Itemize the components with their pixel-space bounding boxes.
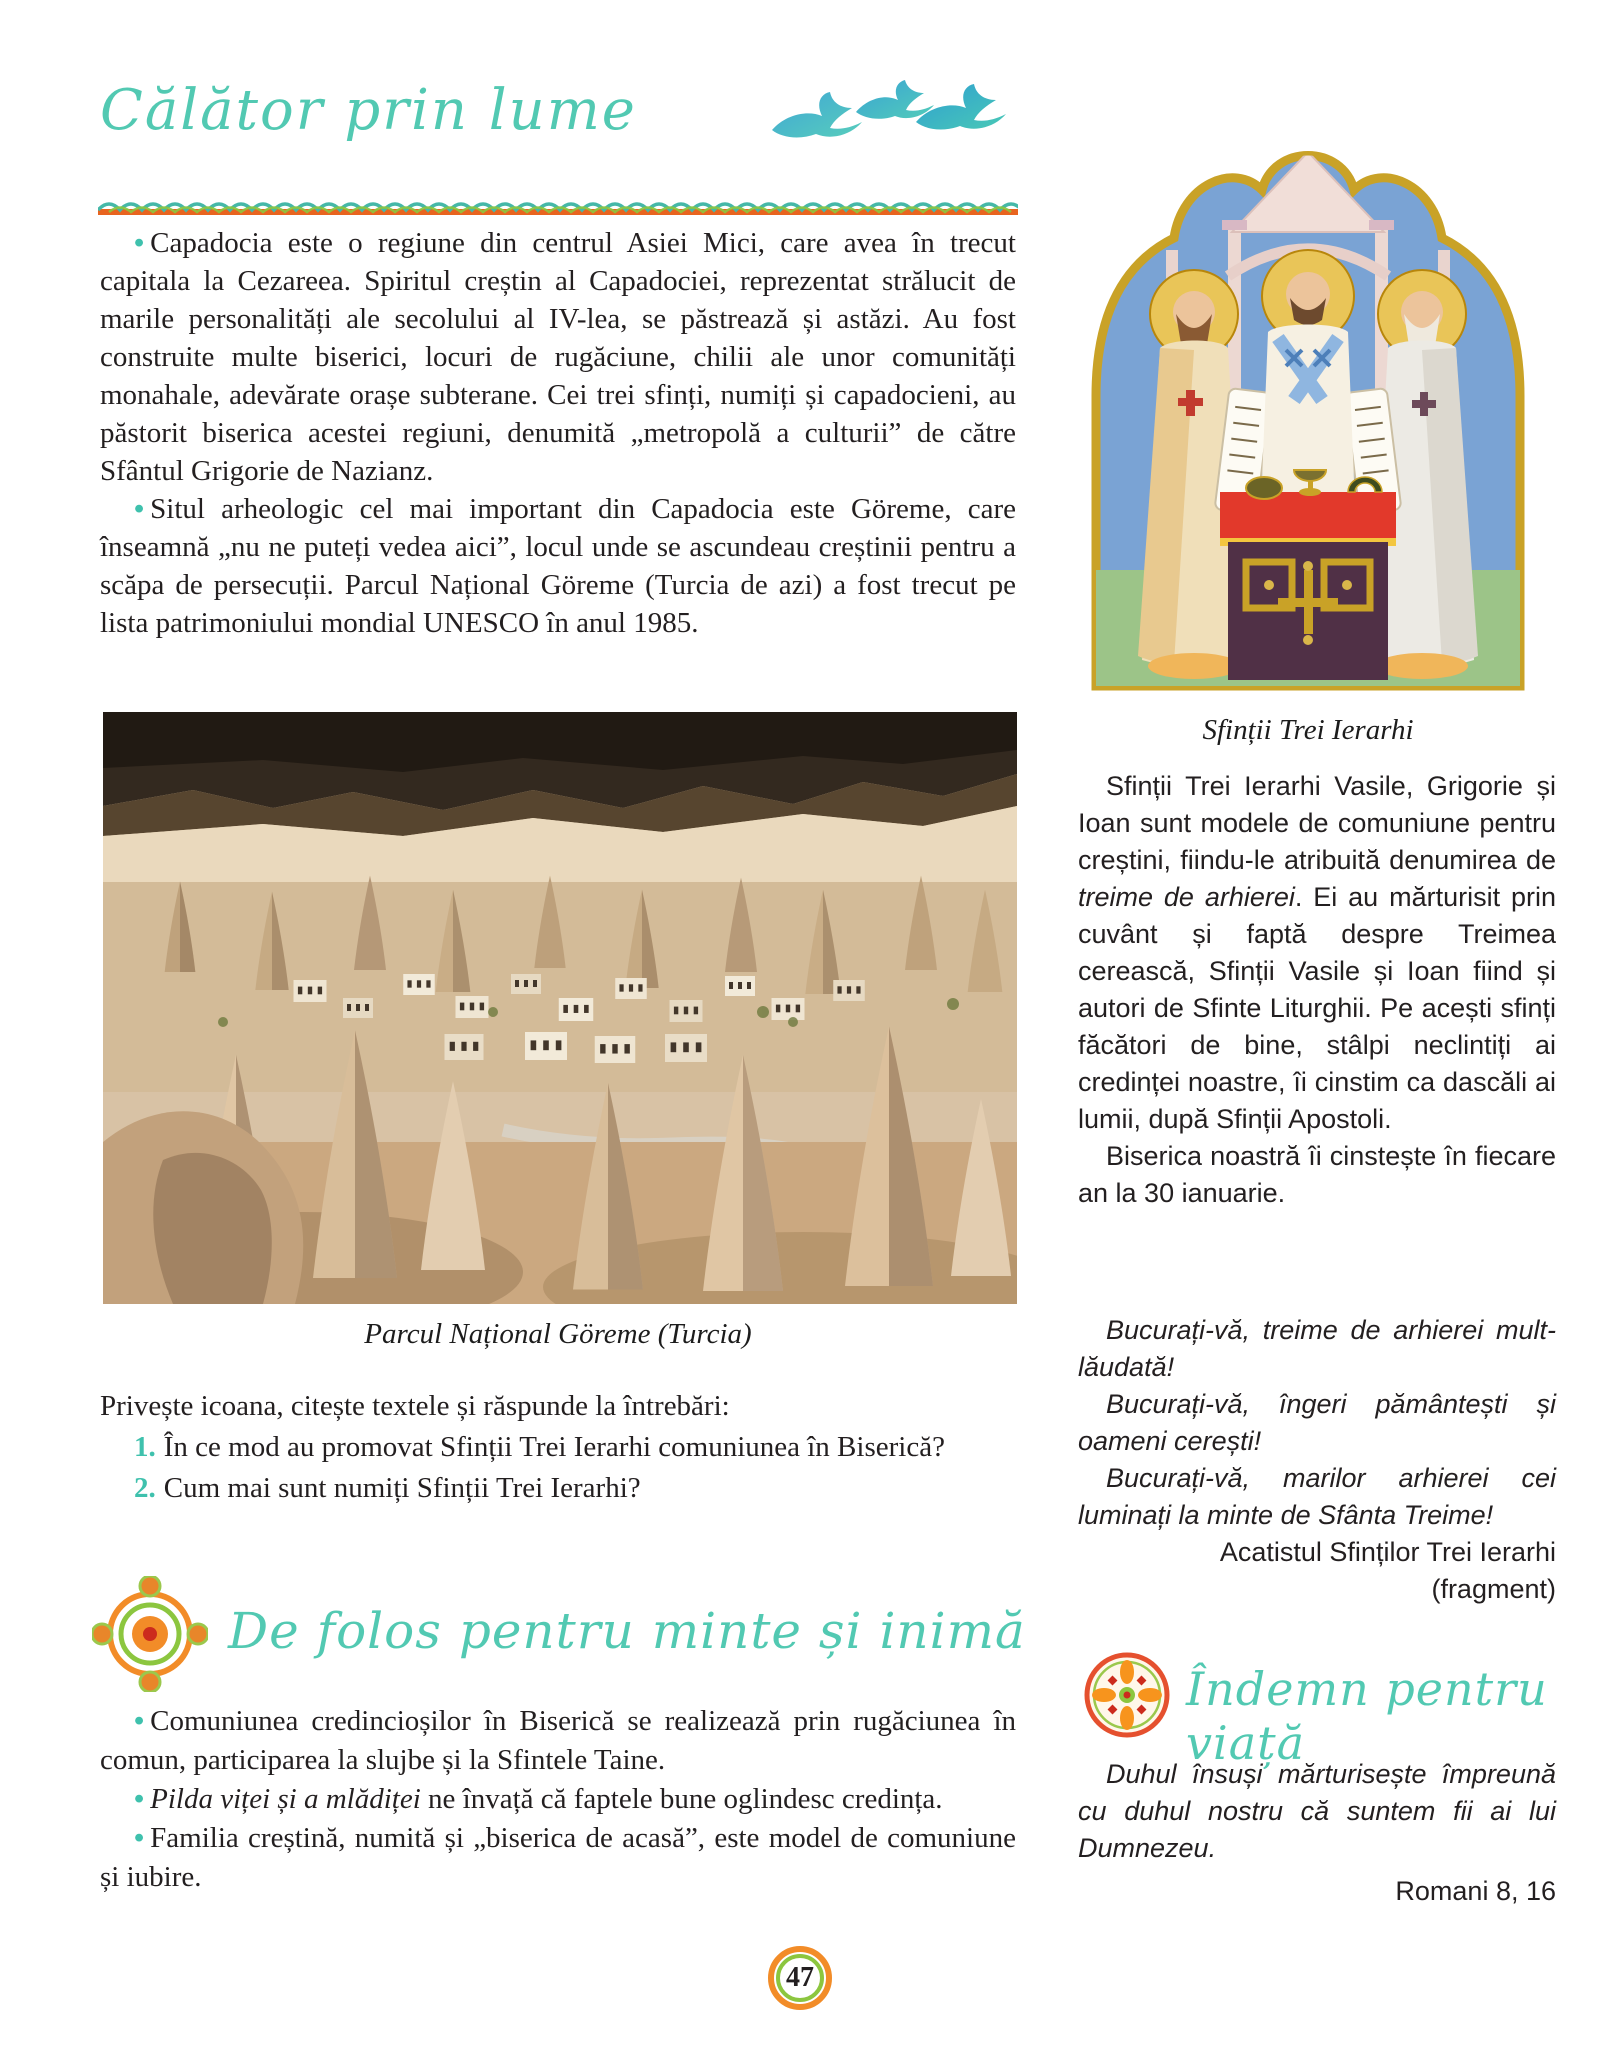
body-text: . Ei au mărturisit prin cuvânt și faptă despre Treimea cerească, Sfinții Vasile și Ioan fiind și autori de Sfinte Liturghii. Pe acești sfinți făcători de bine, stâlpi neclintiți ai credinței noastre, îi cinstim ca dascăli ai lumii, după Sfinții Apostoli. — [1078, 882, 1557, 1134]
body-paragraph-2 — [1078, 1138, 1556, 1212]
three-hierarchs-icon — [1082, 100, 1534, 700]
summary-bullets-block — [100, 1702, 1016, 1897]
paragraph-text: Situl arheologic cel mai important din Capadocia este Göreme, care înseamnă „nu ne puteți vedea aici”, locul unde se ascundeau creștinii pentru a scăpa de persecuții. Parcul Național Göreme (Turcia de azi) a fost trecut pe lista patrimoniului mondial UNESCO în anul 1985. — [100, 493, 1016, 639]
bullet-icon: • — [134, 1705, 145, 1737]
section-title-indemn: Îndemn pentru viață — [1186, 1662, 1548, 1770]
quote-source: Romani 8, 16 — [1395, 1876, 1556, 1906]
page-number: 47 — [786, 1962, 814, 1993]
acatist-text: Bucurați-vă, treime de arhierei mult-lăudată! — [1078, 1315, 1556, 1382]
bullet-item-2 — [100, 1780, 1016, 1819]
bullet-text: Familia creștină, numită și „biserica de acasă”, este model de comuniune și iubire. — [100, 1822, 1016, 1893]
acatist-text: Bucurați-vă, îngeri pământești și oameni cerești! — [1078, 1389, 1556, 1456]
goreme-landscape-illustration — [103, 712, 1017, 1304]
photo-caption: Parcul Național Göreme (Turcia) — [364, 1318, 752, 1350]
bullet-icon: • — [134, 493, 145, 525]
right-column-text — [1078, 768, 1556, 1212]
section-title-de-folos: De folos pentru minte și inimă — [228, 1602, 1026, 1660]
bullet-text: Comuniunea credincioșilor în Biserică se realizează prin rugăciunea în comun, participarea la slujbe și la Sfintele Taine. — [100, 1705, 1016, 1776]
body-text: Sfinții Trei Ierarhi Vasile, Grigorie și Ioan sunt modele de comuniune pentru creștini, fiindu-le atribuită denumirea de — [1078, 771, 1556, 875]
bullet-text-italic: Pilda viței și a mlădiței — [150, 1783, 421, 1815]
page-number-badge — [768, 1946, 832, 2010]
bullet-icon: • — [134, 1822, 145, 1854]
question-text: În ce mod au promovat Sfinții Trei Ierarhi comuniunea în Biserică? — [163, 1431, 945, 1463]
acatist-source: Acatistul Sfinților Trei Ierarhi — [1219, 1537, 1556, 1567]
question-number: 2. — [134, 1472, 156, 1504]
question-number: 1. — [134, 1431, 156, 1463]
acatist-block — [1078, 1312, 1556, 1608]
page-title: Călător prin lume — [100, 78, 637, 143]
body-text: Biserica noastră îi cinstește în fiecare an la 30 ianuarie. — [1078, 1141, 1556, 1208]
life-advice-block — [1078, 1756, 1556, 1910]
intro-text-block — [100, 224, 1016, 642]
body-text-italic: treime de arhierei — [1078, 882, 1295, 912]
goreme-photo — [103, 712, 1017, 1304]
medallion-icon — [1082, 1650, 1172, 1740]
icon-caption: Sfinții Trei Ierarhi — [1202, 714, 1414, 746]
question-text: Cum mai sunt numiți Sfinții Trei Ierarhi? — [163, 1472, 641, 1504]
bullet-text: ne învață că faptele bune oglindesc credința. — [420, 1783, 943, 1815]
body-paragraph-1 — [1078, 768, 1556, 1138]
acatist-line-1 — [1078, 1312, 1556, 1386]
bullet-icon: • — [134, 227, 145, 259]
quote-text: Duhul însuși mărturisește împreună cu duhul nostru că suntem fii ai lui Dumnezeu. — [1078, 1759, 1556, 1863]
question-item-2 — [100, 1468, 1016, 1509]
acatist-line-2 — [1078, 1386, 1556, 1460]
bullet-icon: • — [134, 1783, 145, 1815]
bullet-item-1 — [100, 1702, 1016, 1780]
rosette-icon — [92, 1576, 208, 1692]
swallow-birds-icon — [770, 78, 1025, 170]
bullet-item-3 — [100, 1819, 1016, 1897]
quote-paragraph — [1078, 1756, 1556, 1867]
acatist-source-fragment: (fragment) — [1431, 1574, 1556, 1604]
wavy-divider-icon — [98, 194, 1018, 218]
question-item-1 — [100, 1427, 1016, 1468]
intro-paragraph-1 — [100, 224, 1016, 490]
questions-block — [100, 1386, 1016, 1509]
three-hierarchs-illustration — [1082, 100, 1534, 700]
intro-paragraph-2 — [100, 490, 1016, 642]
paragraph-text: Capadocia este o regiune din centrul Asiei Mici, care avea în trecut capitala la Cezareea. Spiritul creștin al Capadociei, reprezentat strălucit de marile personalități ale secolului al IV-lea, se păstrează și astăzi. Au fost construite multe biserici, locuri de rugăciune, chilii ale unor comunități monahale, adevărate orașe subterane. Cei trei sfinți, numiți și capadocieni, au păstorit biserica acestei regiuni, denumită „metropolă a culturii” de către Sfântul Grigorie de Nazianz. — [100, 227, 1016, 487]
acatist-text: Bucurați-vă, marilor arhierei cei luminați la minte de Sfânta Treime! — [1078, 1463, 1556, 1530]
questions-intro: Privește icoana, citește textele și răspunde la întrebări: — [100, 1390, 730, 1422]
acatist-line-3 — [1078, 1460, 1556, 1534]
